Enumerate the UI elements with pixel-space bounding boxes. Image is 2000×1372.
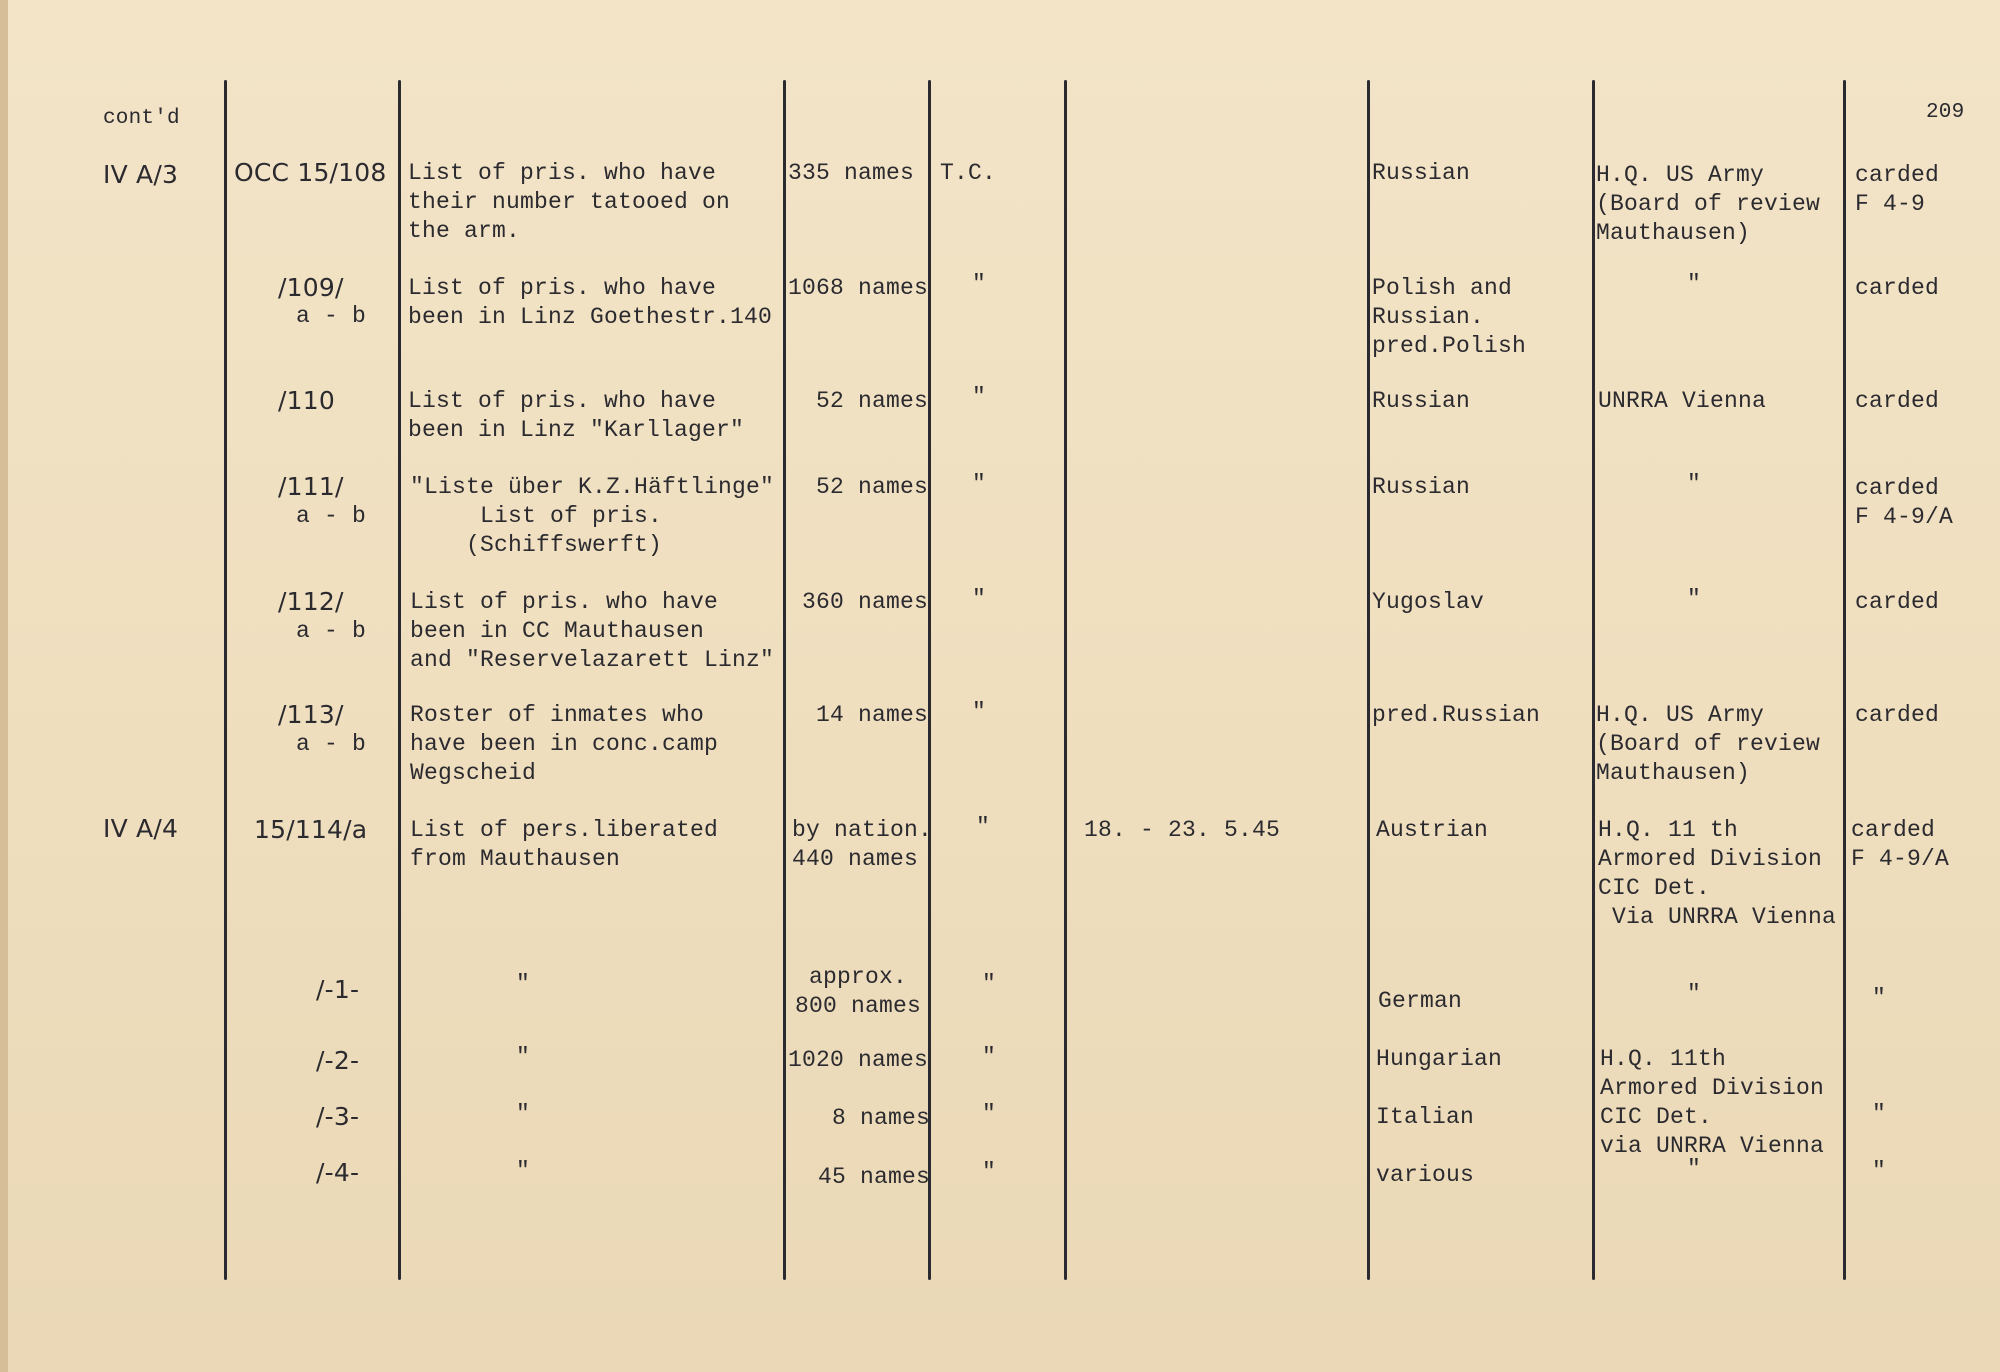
status: carded — [1855, 275, 1940, 301]
document-type: " — [972, 384, 987, 410]
nationality: Austrian — [1376, 817, 1489, 843]
document-type: " — [982, 1101, 997, 1127]
reference-subpart: a - b — [296, 731, 367, 757]
source: " — [1686, 981, 1701, 1007]
document-type: " — [982, 1044, 997, 1070]
status: " — [1872, 1158, 1887, 1184]
description: List of pers.liberated from Mauthausen — [410, 817, 719, 872]
source: UNRRA Vienna — [1598, 388, 1767, 414]
description: List of pris. who have their number tatooed on the arm. — [408, 160, 731, 244]
reference-number: /113/ — [278, 700, 344, 729]
nationality: pred.Russian — [1372, 702, 1541, 728]
status: carded — [1855, 702, 1940, 728]
name-count: 8 names — [831, 1105, 930, 1131]
description: List of pris. who have been in Linz Goethestr.140 — [408, 275, 773, 330]
status: carded F 4-9/A — [1851, 817, 1950, 872]
reference-number: /112/ — [278, 587, 344, 616]
nationality: Russian — [1372, 160, 1471, 186]
description-ditto: " — [516, 1158, 531, 1184]
description-ditto: " — [516, 1101, 531, 1127]
reference-number: /109/ — [278, 273, 344, 302]
document-type: " — [972, 471, 987, 497]
status: carded — [1855, 388, 1940, 414]
page-edge — [0, 0, 8, 1372]
nationality: Russian — [1372, 474, 1471, 500]
source: " — [1686, 586, 1701, 612]
column-rule — [1843, 80, 1846, 1280]
nationality: Italian — [1376, 1104, 1475, 1130]
reference-number: OCC 15/108 — [234, 158, 387, 187]
source: H.Q. 11 th Armored Division CIC Det. Via UNRRA Vienna — [1598, 817, 1837, 930]
column-rule — [224, 80, 227, 1280]
reference-number: /111/ — [278, 472, 344, 501]
section-code: IV A/3 — [103, 160, 179, 189]
name-count: approx. 800 names — [794, 964, 922, 1019]
reference-number: /-2- — [316, 1046, 360, 1075]
reference-number: /110 — [278, 386, 335, 415]
name-count: 52 names — [815, 474, 928, 500]
status: " — [1872, 985, 1887, 1011]
reference-number: /-3- — [316, 1102, 360, 1131]
source: " — [1686, 471, 1701, 497]
name-count: 14 names — [815, 702, 928, 728]
reference-number: 15/114/a — [254, 815, 368, 844]
reference-number: /-1- — [316, 975, 360, 1004]
reference-subpart: a - b — [296, 618, 367, 644]
column-rule — [1367, 80, 1370, 1280]
name-count: 1068 names — [788, 275, 929, 301]
status: carded F 4-9/A — [1855, 475, 1954, 530]
source: " — [1686, 1156, 1701, 1182]
page-number: 209 — [1926, 101, 1965, 124]
continued-label: cont'd — [103, 107, 180, 130]
document-type: " — [982, 1159, 997, 1185]
column-rule — [1064, 80, 1067, 1280]
nationality: German — [1378, 988, 1463, 1014]
status: carded — [1855, 589, 1940, 615]
column-rule — [1592, 80, 1595, 1280]
nationality: Polish and Russian. pred.Polish — [1372, 275, 1527, 359]
source: H.Q. US Army (Board of review Mauthausen) — [1596, 702, 1821, 786]
document-type: " — [972, 699, 987, 725]
status: " — [1872, 1101, 1887, 1127]
name-count: 1020 names — [788, 1047, 929, 1073]
section-code: IV A/4 — [103, 814, 179, 843]
description: List of pris. who have been in Linz "Karllager" — [408, 388, 745, 443]
nationality: Hungarian — [1376, 1046, 1503, 1072]
document-type: T.C. — [940, 160, 997, 186]
name-count: 45 names — [817, 1164, 930, 1190]
nationality: various — [1376, 1162, 1475, 1188]
column-rule — [398, 80, 401, 1280]
date-range: 18. - 23. 5.45 — [1084, 817, 1281, 843]
nationality: Russian — [1372, 388, 1471, 414]
source: H.Q. 11th Armored Division CIC Det. via UNRRA Vienna — [1600, 1046, 1825, 1159]
name-count: by nation. 440 names — [792, 817, 933, 872]
document-type: " — [972, 586, 987, 612]
document-type: " — [976, 814, 991, 840]
document-type: " — [972, 271, 987, 297]
source: " — [1686, 271, 1701, 297]
reference-subpart: a - b — [296, 303, 367, 329]
description: "Liste über K.Z.Häftlinge" List of pris. (Schiffswerft) — [410, 474, 775, 558]
description-ditto: " — [516, 971, 531, 997]
status: carded F 4-9 — [1855, 162, 1940, 217]
column-rule — [928, 80, 931, 1280]
description: Roster of inmates who have been in conc.camp Wegscheid — [410, 702, 719, 786]
source: H.Q. US Army (Board of review Mauthausen) — [1596, 162, 1821, 246]
description: List of pris. who have been in CC Mauthausen and "Reservelazarett Linz" — [410, 589, 775, 673]
reference-subpart: a - b — [296, 503, 367, 529]
description-ditto: " — [516, 1044, 531, 1070]
reference-number: /-4- — [316, 1158, 360, 1187]
nationality: Yugoslav — [1372, 589, 1485, 615]
name-count: 360 names — [801, 589, 928, 615]
column-rule — [783, 80, 786, 1280]
document-type: " — [982, 971, 997, 997]
name-count: 52 names — [815, 388, 928, 414]
name-count: 335 names — [788, 160, 915, 186]
